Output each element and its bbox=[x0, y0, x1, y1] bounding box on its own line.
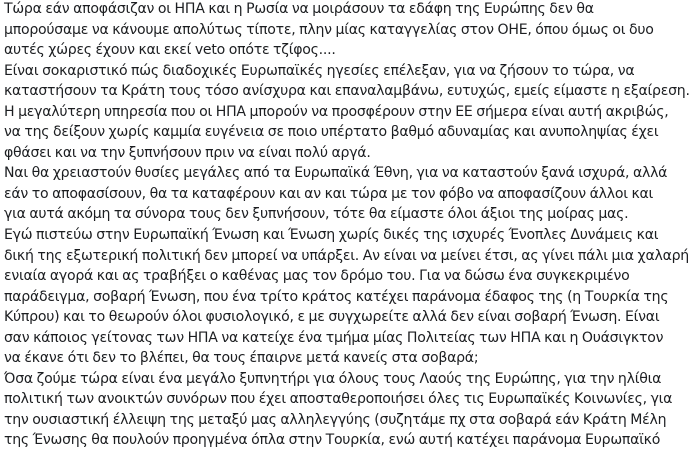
post-text-line: για αυτά ακόμη τα σύνορα τους δεν ξυπνήσουν, τότε θα είμαστε όλοι άξιοι της μοίρας μας. bbox=[4, 206, 629, 223]
post-text-line: Κύπρου) και το θεωρούν όλοι φυσιολογικό, ε με συγχωρείτε αλλά δεν είναι σοβαρή Ένωση. Είναι bbox=[4, 309, 660, 326]
post-text-line: την ουσιαστική έλλειψη της μεταξύ μας αλληλεγγύης (συζητάμε πχ στα σοβαρά εάν Κράτη Μέλη bbox=[4, 411, 667, 428]
post-body-text bbox=[4, 0, 694, 451]
post-text-line: Όσα ζούμε τώρα είναι ένα μεγάλο ξυπνητήρι για όλους τους Λαούς της Ευρώπης, για την ηλίθια bbox=[4, 370, 662, 387]
post-text-line: Τώρα εάν αποφάσιζαν οι ΗΠΑ και η Ρωσία να μοιράσουν τα εδάφη της Ευρώπης δεν θα bbox=[4, 1, 594, 17]
post-text-line: πολιτική των ανοικτών συνόρων που έχει αποσταθεροποιήσει όλες τις Ευρωπαϊκές Κοινωνίες, για bbox=[4, 391, 673, 408]
post-text-line: Εγώ πιστεύω στην Ευρωπαϊκή Ένωση και Ένωση χωρίς δικές της ισχυρές Ένοπλες Δυνάμεις και bbox=[4, 227, 659, 244]
post-text-line: Ναι θα χρειαστούν θυσίες μεγάλες από τα Ευρωπαϊκά Έθνη, για να καταστούν ξανά ισχυρά, αλλά bbox=[4, 165, 668, 182]
post-text-line: μπορούσαμε να κάνουμε απολύτως τίποτε, πλην μίας καταγγελίας στον ΟΗΕ, όπου όμως οι δυο bbox=[4, 21, 654, 38]
post-text-line: Η μεγαλύτερη υπηρεσία που οι ΗΠΑ μπορούν να προσφέρουν στην ΕΕ σήμερα είναι αυτή ακριβώς, bbox=[4, 103, 669, 120]
post-text-line: ενιαία αγορά και ας τραβήξει ο καθένας μας τον δρόμο του. Για να δώσω ένα συγκεκριμένο bbox=[4, 268, 630, 285]
post-text-line: εάν το αποφασίσουν, θα τα καταφέρουν και αν και τώρα με τον φόβο να αποφασίζουν άλλοι και bbox=[4, 185, 654, 202]
post-text-line: να της δείξουν χωρίς καμμία ευγένεια σε ποιο υπέρτατο βαθμό αδυναμίας και ανυποληψίας έχει bbox=[4, 124, 659, 141]
post-text-line: να έκανε ότι δεν το βλέπει, θα τους έπαιρνε μετά κανείς στα σοβαρά; bbox=[4, 350, 479, 367]
post-text-line: παράδειγμα, σοβαρή Ένωση, που ένα τρίτο κράτος κατέχει παράνομα έδαφος της (η Τουρκία της bbox=[4, 288, 669, 305]
post-text-line: δική της εξωτερική πολιτική δεν μπορεί να υπάρξει. Αν είναι να μείνει έτσι, ας γίνει πάλι μια χαλαρή bbox=[4, 247, 689, 264]
post-text-line: καταστήσουν τα Κράτη τους τόσο ανίσχυρα και επαναλαμβάνω, ευτυχώς, εμείς είμαστε η εξαίρεση. bbox=[4, 83, 690, 100]
post-text-line: σαν κάποιος γείτονας των ΗΠΑ να κατείχε ένα τμήμα μίας Πολιτείας των ΗΠΑ και η Ουάσιγκτον bbox=[4, 329, 664, 346]
post-text-line: αυτές χώρες έχουν και εκεί veto οπότε τζίφος.... bbox=[4, 42, 336, 59]
post-text-line: Είναι σοκαριστικό πώς διαδοχικές Ευρωπαϊκές ηγεσίες επέλεξαν, για να ζήσουν το τώρα, να bbox=[4, 62, 635, 79]
post-text-line: της Ένωσης θα πουλούν προηγμένα όπλα στην Τουρκία, ενώ αυτή κατέχει παράνομα Ευρωπαϊκό bbox=[4, 432, 661, 449]
post-text-line: φθάσει και να την ξυπνήσουν πριν να είναι πολύ αργά. bbox=[4, 144, 371, 161]
